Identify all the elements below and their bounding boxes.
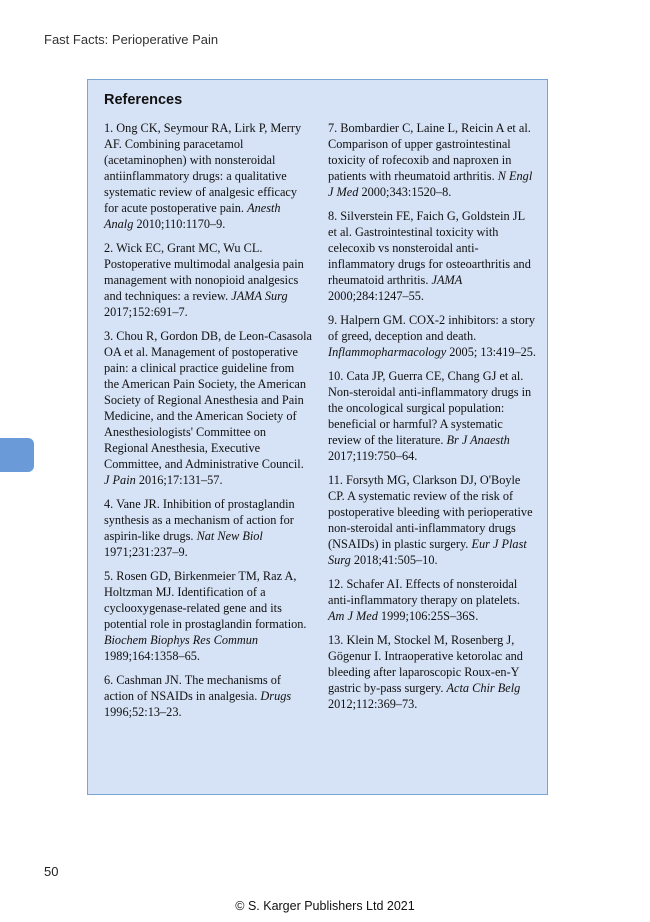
reference-authors-title: 13. Klein M, Stockel M, Rosenberg J, Gögenur I. Intraoperative ketorolac and bleeding after laparoscopic Roux-en-Y gastric by-pass surgery. — [328, 633, 523, 695]
reference-authors-title: 6. Cashman JN. The mechanisms of action of NSAIDs in analgesia. — [104, 673, 282, 703]
reference-item — [104, 672, 312, 720]
reference-authors-title: 10. Cata JP, Guerra CE, Chang GJ et al. Non-steroidal anti-inflammatory drugs in the oncological surgical population: beneficial or harmful? A systematic review of the literature. — [328, 369, 532, 447]
reference-journal: N Engl J Med — [328, 169, 533, 199]
reference-journal: Anesth Analg — [104, 201, 281, 231]
reference-journal: J Pain — [104, 473, 136, 487]
page-number: 50 — [44, 864, 59, 879]
reference-citation: 2000;343:1520–8. — [358, 185, 452, 199]
reference-item — [328, 576, 536, 624]
reference-authors-title: 2. Wick EC, Grant MC, Wu CL. Postoperative multimodal analgesia pain management with nonopioid analgesics and techniques: a review. — [104, 241, 304, 303]
copyright-notice: © S. Karger Publishers Ltd 2021 — [235, 899, 415, 913]
reference-item — [104, 120, 312, 232]
reference-item — [328, 120, 536, 200]
reference-citation: 2010;110:1170–9. — [133, 217, 226, 231]
reference-citation: 2016;17:131–57. — [135, 473, 223, 487]
reference-item — [328, 312, 536, 360]
reference-citation: 2000;284:1247–55. — [328, 289, 424, 303]
reference-journal: Nat New Biol — [196, 529, 263, 543]
reference-authors-title: 1. Ong CK, Seymour RA, Lirk P, Merry AF. Combining paracetamol (acetaminophen) with nonsteroidal antiinflammatory drugs: a qualitative systematic review of analgesic efficacy for acute postoperative pain. — [104, 121, 302, 215]
reference-item — [328, 632, 536, 712]
reference-journal: Drugs — [260, 689, 292, 703]
reference-journal: Acta Chir Belg — [446, 681, 521, 695]
reference-citation: 1999;106:25S–36S. — [377, 609, 479, 623]
references-title: References — [104, 92, 183, 108]
references-right-column — [328, 120, 536, 720]
reference-journal: Am J Med — [328, 609, 378, 623]
references-left-column — [104, 120, 312, 728]
running-head: Fast Facts: Perioperative Pain — [44, 32, 219, 47]
reference-journal: Inflammopharmacology — [328, 345, 447, 359]
reference-item — [104, 240, 312, 320]
reference-citation: 1989;164:1358–65. — [104, 649, 200, 663]
reference-journal: JAMA — [431, 273, 463, 287]
reference-authors-title: 7. Bombardier C, Laine L, Reicin A et al. Comparison of upper gastrointestinal toxicity of rofecoxib and naproxen in patients with rheumatoid arthritis. — [328, 121, 531, 183]
reference-citation: 2017;119:750–64. — [328, 449, 418, 463]
reference-citation: 2018;41:505–10. — [350, 553, 438, 567]
reference-journal: Biochem Biophys Res Commun — [104, 633, 259, 647]
reference-item — [328, 472, 536, 568]
reference-citation: 2012;112:369–73. — [328, 697, 418, 711]
reference-journal: Eur J Plast Surg — [328, 537, 527, 567]
reference-authors-title: 11. Forsyth MG, Clarkson DJ, O'Boyle CP. A systematic review of the risk of postoperative bleeding with perioperative non-steroidal anti-inflammatory drugs (NSAIDs) in plastic surgery. — [328, 473, 533, 551]
reference-journal: Br J Anaesth — [446, 433, 510, 447]
reference-citation: 2017;152:691–7. — [104, 305, 188, 319]
reference-item — [104, 496, 312, 560]
reference-authors-title: 9. Halpern GM. COX-2 inhibitors: a story of greed, deception and death. — [328, 313, 535, 343]
reference-citation: 2005; 13:419–25. — [446, 345, 537, 359]
reference-authors-title: 12. Schafer AI. Effects of nonsteroidal anti-inflammatory therapy on platelets. — [328, 577, 520, 607]
reference-authors-title: 3. Chou R, Gordon DB, de Leon-Casasola OA et al. Management of postoperative pain: a clinical practice guideline from the American Pain Society, the American Society of Regional Anesthesia and Pain Medicine, and the American Society of Anesthesiologists' Committee on Regional Anesthesia, Executive Committee, and Administrative Council. — [104, 329, 312, 471]
reference-authors-title: 8. Silverstein FE, Faich G, Goldstein JL et al. Gastrointestinal toxicity with celecoxib vs nonsteroidal anti-inflammatory drugs for osteoarthritis and rheumatoid arthritis. — [328, 209, 531, 287]
reference-citation: 1996;52:13–23. — [104, 705, 182, 719]
reference-item — [104, 328, 312, 488]
reference-item — [104, 568, 312, 664]
reference-journal: JAMA Surg — [231, 289, 288, 303]
references-box — [87, 79, 548, 795]
reference-item — [328, 368, 536, 464]
reference-citation: 1971;231:237–9. — [104, 545, 188, 559]
reference-authors-title: 4. Vane JR. Inhibition of prostaglandin synthesis as a mechanism of action for aspirin-like drugs. — [104, 497, 295, 543]
chapter-tab — [0, 438, 34, 472]
reference-item — [328, 208, 536, 304]
reference-authors-title: 5. Rosen GD, Birkenmeier TM, Raz A, Holtzman MJ. Identification of a cyclooxygenase-related gene and its potential role in prostaglandin formation. — [104, 569, 307, 631]
